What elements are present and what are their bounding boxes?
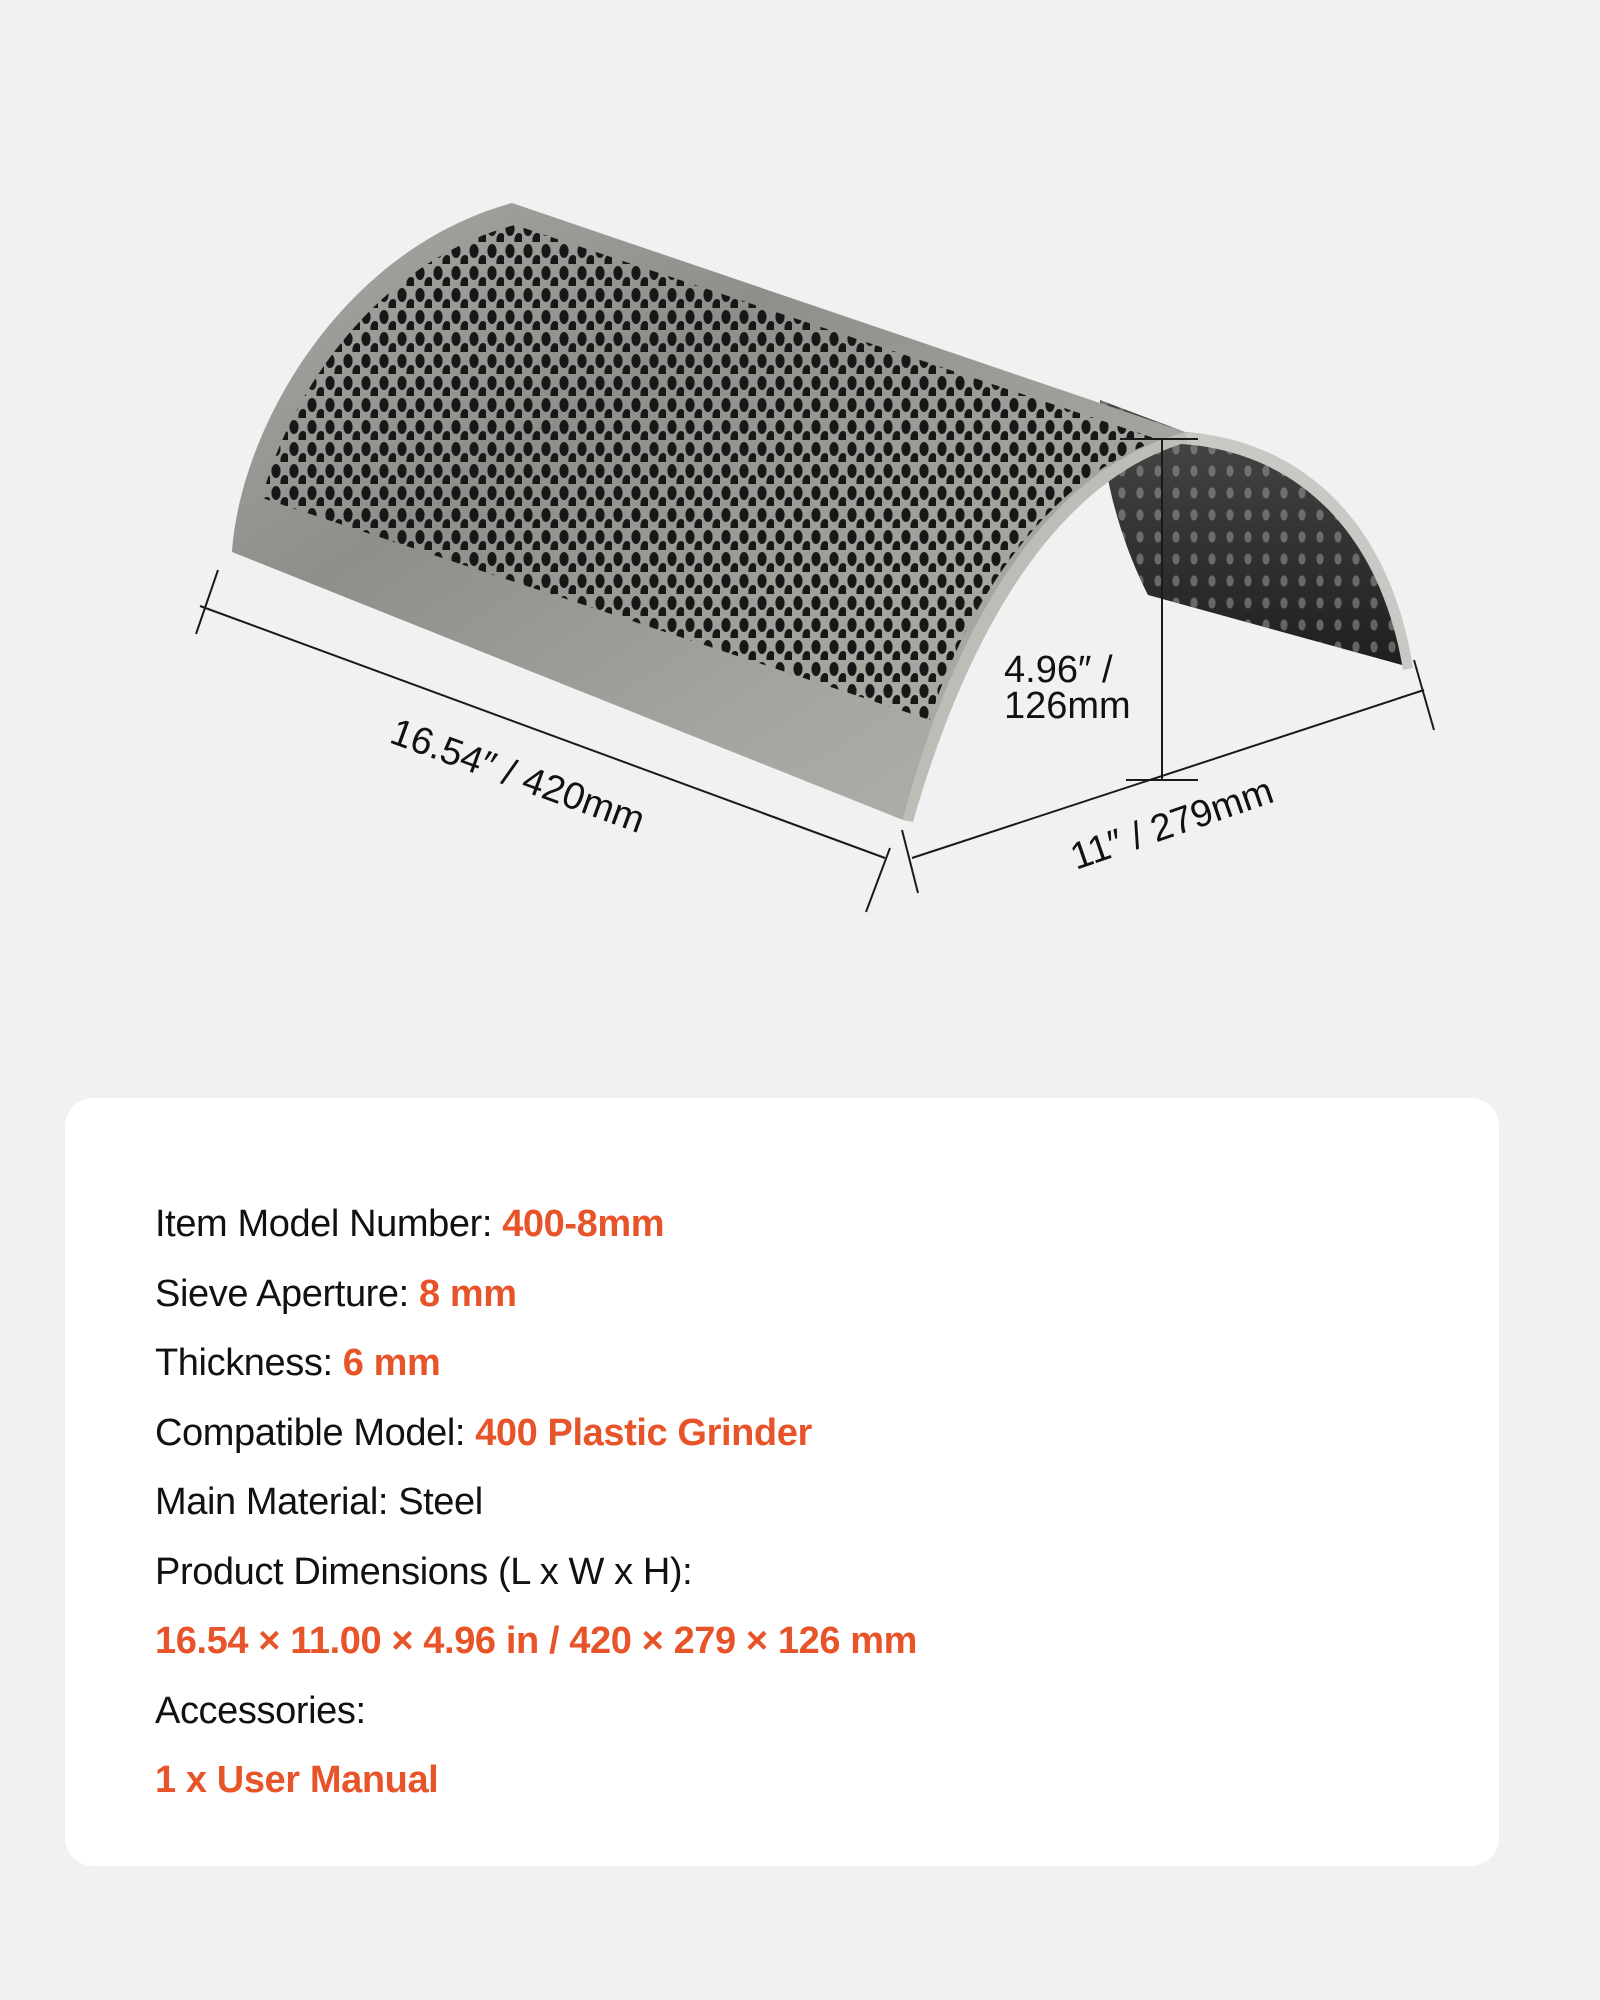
spec-thickness-label: Thickness: <box>155 1342 343 1384</box>
spec-model-number-label: Item Model Number: <box>155 1203 503 1245</box>
height-dimension-label-line1: 4.96″ / <box>1004 649 1113 691</box>
length-dimension-label: 16.54″ / 420mm <box>384 710 651 842</box>
spec-product-dimensions-heading: Product Dimensions (L x W x H): <box>155 1550 693 1593</box>
spec-compatible-model <box>155 1399 1499 1469</box>
spec-accessories-label <box>155 1677 1499 1747</box>
spec-accessories-values: 1 x User Manual <box>155 1759 439 1801</box>
spec-product-dimensions-values: 16.54 × 11.00 × 4.96 in / 420 × 279 × 126 mm <box>155 1620 918 1662</box>
spec-sieve-aperture-label: Sieve Aperture: <box>155 1272 419 1315</box>
specifications-card <box>65 1098 1499 1866</box>
height-dimension-label-line2: 126mm <box>1004 685 1131 727</box>
spec-accessories-heading: Accessories: <box>155 1689 366 1732</box>
spec-product-dimensions-label <box>155 1538 1499 1608</box>
spec-compatible-model-value: 400 Plastic Grinder <box>475 1411 812 1454</box>
spec-compatible-model-label: Compatible Model: <box>155 1411 476 1454</box>
spec-product-dimensions-value <box>155 1607 1499 1677</box>
spec-sieve-aperture-value: 8 mm <box>418 1272 517 1315</box>
spec-model-number-value: 400-8mm <box>502 1203 665 1245</box>
spec-accessories-value <box>155 1746 1499 1816</box>
spec-main-material-label: Main Material: <box>155 1481 399 1523</box>
spec-thickness-value: 6 mm <box>342 1342 441 1384</box>
spec-main-material-value: Steel <box>398 1481 483 1523</box>
spec-main-material <box>155 1468 1499 1538</box>
spec-sieve-aperture <box>155 1260 1499 1330</box>
sieve-perforation <box>262 225 1160 720</box>
width-dimension <box>902 660 1434 893</box>
spec-thickness <box>155 1329 1499 1399</box>
width-dimension-label: 11″ / 279mm <box>1065 770 1279 879</box>
spec-model-number <box>155 1190 1499 1260</box>
